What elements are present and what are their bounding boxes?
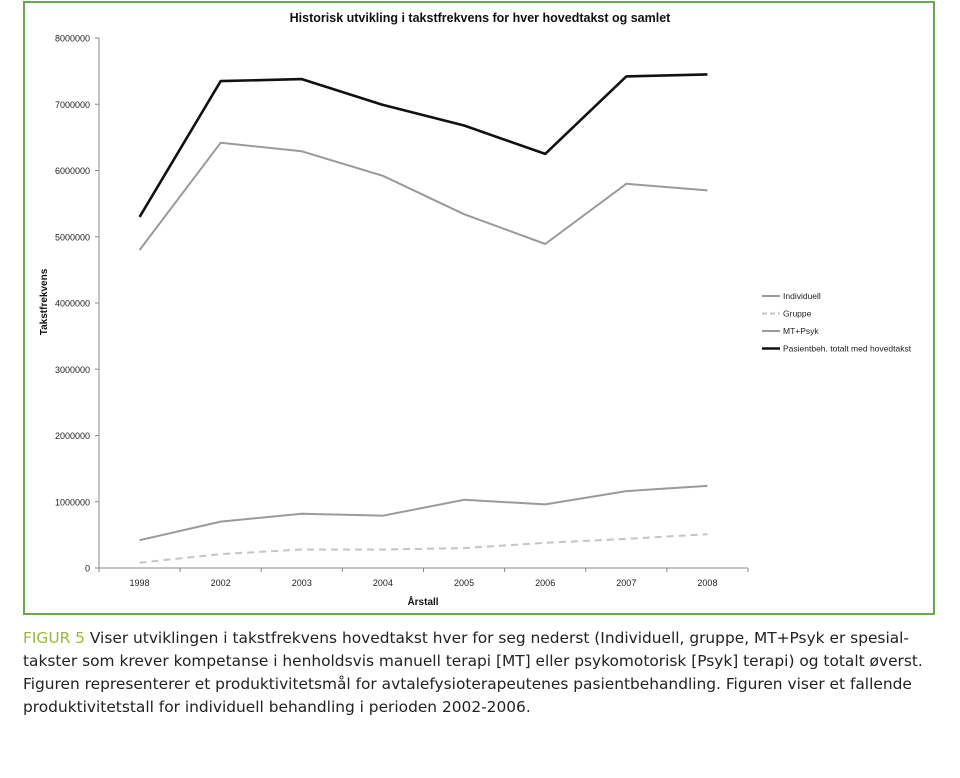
y-tick-label: 6000000 — [54, 166, 90, 176]
series-line-3 — [140, 486, 708, 540]
figure-caption — [23, 627, 943, 719]
x-tick-label: 2005 — [454, 578, 475, 588]
caption-text: Viser utviklingen i takstfrekvens hovedtakst hver for seg nederst (Individuell, gruppe, MT+Psyk er spesial-takster som krever kompetanse i henholdsvis manuell terapi [MT] eller psykomotorisk [Psyk] terapi) og totalt øverst. Figuren representerer et produktivitetsmål for avtalefysioterapeutenes pasientbehandling. Figuren viser et fallende produktivitetstall for individuell behandling i perioden 2002-2006. — [23, 629, 923, 716]
legend-label: Individuell — [783, 291, 821, 301]
y-axis-label: Takstfrekvens — [39, 268, 50, 336]
legend-label: MT+Psyk — [783, 326, 819, 336]
y-tick-label: 5000000 — [54, 232, 90, 243]
x-tick-label: 2004 — [372, 578, 393, 588]
y-tick-label: 8000000 — [54, 33, 90, 44]
series-line-2 — [140, 534, 708, 563]
x-tick-label: 1998 — [129, 578, 150, 588]
x-tick-label: 2008 — [697, 578, 718, 588]
x-tick-label: 2006 — [535, 578, 556, 588]
axes — [55, 34, 748, 589]
series-lines — [140, 74, 708, 562]
series-line-1 — [140, 143, 708, 250]
caption-label: FIGUR 5 — [23, 629, 85, 647]
y-tick-label: 3000000 — [54, 364, 90, 375]
y-tick-label: 0 — [84, 563, 90, 574]
legend-label: Pasientbeh. totalt med hovedtakst — [783, 343, 912, 354]
x-tick-label: 2002 — [210, 578, 231, 588]
y-tick-label: 7000000 — [54, 99, 90, 110]
x-tick-label: 2007 — [616, 578, 637, 588]
x-axis-label: Årstall — [407, 597, 439, 608]
y-tick-label: 4000000 — [54, 298, 90, 309]
legend — [762, 291, 912, 354]
legend-label: Gruppe — [783, 308, 812, 319]
y-tick-label: 2000000 — [54, 431, 90, 441]
x-tick-label: 2003 — [291, 578, 312, 588]
y-tick-label: 1000000 — [54, 497, 90, 508]
chart-title: Historisk utvikling i takstfrekvens for hver hovedtakst og samlet — [289, 11, 671, 25]
